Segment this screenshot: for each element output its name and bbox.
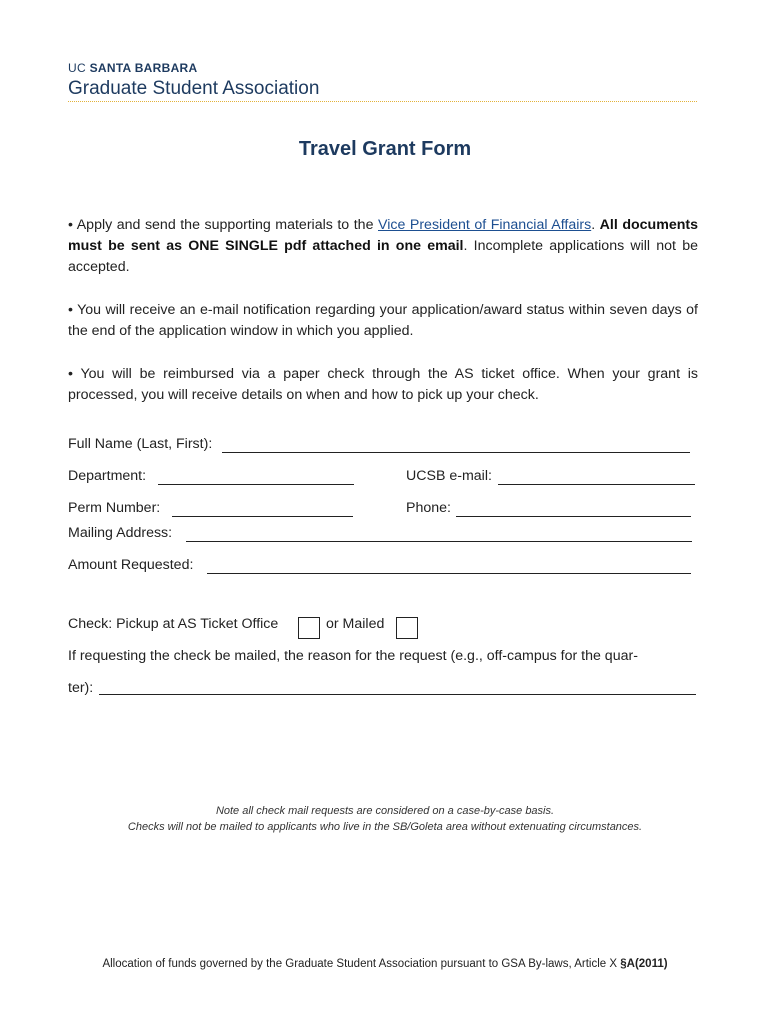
bylaws-text: Allocation of funds governed by the Graduate Student Association pursuant to GSA By-laws, Article X: [102, 958, 618, 970]
department-label: Department:: [68, 468, 147, 484]
full-name-label: Full Name (Last, First):: [68, 436, 213, 452]
full-name-field[interactable]: [222, 452, 690, 453]
single-pdf-requirement: All documents must be sent as ONE SINGLE pdf attached in one email: [68, 217, 699, 254]
header-divider: [68, 101, 697, 102]
bylaws-citation: §A(2011): [620, 958, 668, 970]
instruction-submit: [68, 215, 698, 278]
uc-label: UC: [68, 61, 86, 75]
ucsb-email-label: UCSB e-mail:: [406, 468, 492, 484]
instruction-submit-text: • Apply and send the supporting materials to the: [68, 217, 378, 233]
ucsb-email-field[interactable]: [498, 484, 695, 485]
check-mailed-label: or Mailed: [326, 616, 385, 632]
amount-requested-field[interactable]: [207, 573, 691, 574]
mail-reason-label: If requesting the check be mailed, the reason for the request (e.g., off-campus for the quar-: [68, 648, 638, 664]
phone-field[interactable]: [456, 516, 691, 517]
case-by-case-note: Note all check mail requests are considered on a case-by-case basis.: [215, 805, 555, 817]
vp-financial-affairs-link[interactable]: Vice President of Financial Affairs: [378, 217, 592, 233]
bylaws-footer: [0, 958, 770, 970]
sb-goleta-note: Checks will not be mailed to applicants who live in the SB/Goleta area without extenuating circumstances.: [127, 821, 643, 833]
form-title: Travel Grant Form: [298, 138, 472, 160]
university-wordmark: [68, 61, 197, 75]
incomplete-warning: . Incomplete applications will not be accepted.: [68, 238, 698, 275]
amount-requested-label: Amount Requested:: [68, 557, 194, 573]
mailing-address-label: Mailing Address:: [68, 525, 173, 541]
pickup-checkbox[interactable]: [298, 617, 320, 639]
mailed-checkbox[interactable]: [396, 617, 418, 639]
instruction-period: .: [591, 217, 600, 233]
phone-label: Phone:: [406, 500, 451, 516]
instruction-reimbursement: • You will be reimbursed via a paper check through the AS ticket office. When your grant is processed, you will receive details on when and how to pick up your check.: [68, 366, 698, 403]
instruction-notification: • You will receive an e-mail notification regarding your application/award status within seven days of the end of the application window in which you applied.: [68, 302, 698, 339]
perm-number-label: Perm Number:: [68, 500, 161, 516]
perm-number-field[interactable]: [172, 516, 353, 517]
check-pickup-label: Check: Pickup at AS Ticket Office: [68, 616, 279, 632]
department-field[interactable]: [158, 484, 354, 485]
campus-label: SANTA BARBARA: [89, 61, 198, 75]
mailing-address-field[interactable]: [186, 541, 692, 542]
mail-reason-label-cont: ter):: [68, 680, 94, 696]
organization-name: Graduate Student Association: [68, 78, 320, 99]
mail-reason-field[interactable]: [99, 694, 696, 695]
